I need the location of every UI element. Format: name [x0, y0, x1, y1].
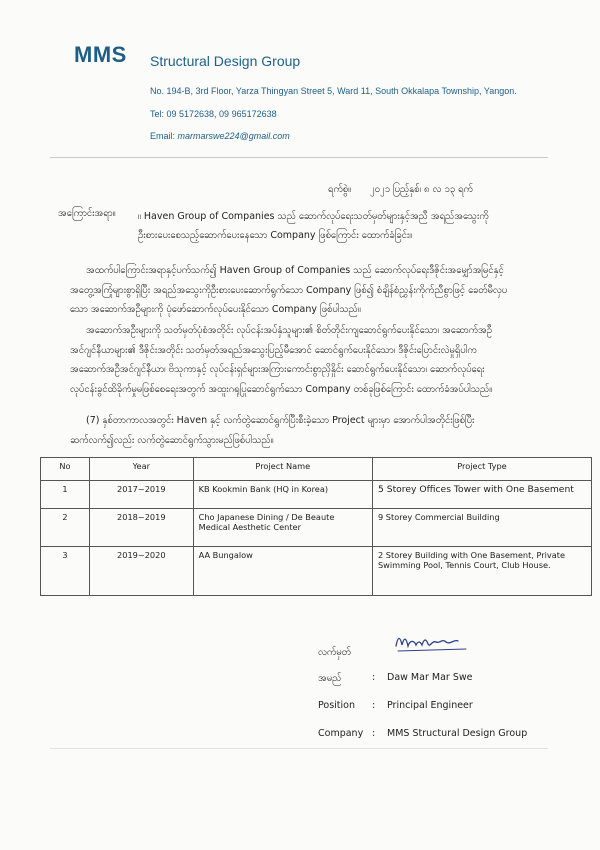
row-project-type: 5 Storey Offices Tower with One Basement — [372, 481, 591, 509]
table-row — [41, 509, 592, 547]
row-year: 2018~2019 — [89, 509, 193, 547]
signer-company: MMS Structural Design Group — [387, 728, 528, 739]
row-project-name: Cho Japanese Dining / De Beaute Medical Aesthetic Center — [193, 509, 372, 547]
row-project-name: AA Bungalow — [193, 547, 372, 596]
projects-table — [40, 457, 592, 596]
company-separator: : — [372, 728, 376, 739]
table-header-row — [41, 458, 592, 481]
header-no: No — [41, 458, 90, 481]
subject-text: ။ Haven Group of Companies သည် ဆောက်လုပ်ရေးသတ်မှတ်များနှင့်အညီ အရည်အသွေးကို ဦးစားပေးစေသည့်ဆောက်ပေးနေသော Company ဖြစ်ကြောင်း ထောက်ခံခြင်း။ — [138, 211, 489, 241]
header-project-name: Project Name — [193, 458, 372, 481]
name-label: အမည် — [318, 673, 342, 684]
signature-label: လက်မှတ် — [318, 647, 351, 658]
row-project-type: 2 Storey Building with One Basement, Private Swimming Pool, Tennis Court, Club House. — [372, 547, 591, 596]
row-project-type: 9 Storey Commercial Building — [372, 509, 591, 547]
body-paragraph: အဆောက်အဦးများကို သတ်မှတ်ပုံစံအတိုင်း လုပ်ငန်းအပ်နှံသူများ၏ စိတ်တိုင်းကျဆောင်ရွက်ပေးနိုင်သော၊ အဆောက်အဦ အင်ဂျင်နီယာများ၏ ဒီဇိုင်းအတိုင်း သတ်မှတ်အရည်အသွေးပြည့်မီအောင် ဆောင်ရွက်ပေးနိုင်သော၊ ဒီဇိုင်းပြောင်းလဲမှုရှိပါက အဆောက်အဦအင်ဂျင်နီယာ၊ ဗိသုကာနှင့် လုပ်ငန်းရှင်များအကြားကောင်းစွာညှိနှိုင်း ဆောင်ရွက်ပေးနိုင်သော၊ ဆောက်လုပ်ရေး လုပ်ငန်းခွင်ထိခိုက်မှုမဖြစ်စေရေးအတွက် အထူးဂရုပြုဆောင်ရွက်သော Company တစ်ခုဖြစ်ကြောင်း ထောက်ခံအပ်ပါသည်။ — [70, 325, 493, 395]
row-project-name: KB Kookmin Bank (HQ in Korea) — [193, 481, 372, 509]
signer-position: Principal Engineer — [387, 700, 473, 711]
table-row — [41, 547, 592, 596]
row-year: 2019~2020 — [89, 547, 193, 596]
company-logo: MMS — [74, 42, 127, 67]
header-divider — [50, 157, 548, 158]
table-row — [41, 481, 592, 509]
company-name: Structural Design Group — [150, 53, 301, 69]
signature-image — [392, 630, 472, 654]
header-year: Year — [89, 458, 193, 481]
date-value: ၂၀၂၁ ပြည့်နှစ်၊ ၈ လ ၁၃ ရက် — [370, 184, 473, 195]
row-no: 1 — [41, 481, 90, 509]
company-label: Company — [318, 728, 364, 739]
body-paragraph: (7) နှစ်တာကာလအတွင်း Haven နှင့် လက်တွဲဆောင်ရွက်ပြီးစီးခဲ့သော Project များမှာ အောက်ပါအတိုင်းဖြစ်ပြီး ဆက်လက်၍လည်း လက်တွဲဆောင်ရွက်သွားမည်ဖြစ်ပါသည်။ — [70, 415, 475, 446]
row-no: 2 — [41, 509, 90, 547]
signer-name: Daw Mar Mar Swe — [387, 672, 473, 683]
name-separator: : — [372, 672, 376, 683]
company-phone: Tel: 09 5172638, 09 965172638 — [150, 109, 277, 119]
row-no: 3 — [41, 547, 90, 596]
position-label: Position — [318, 700, 355, 711]
company-email — [150, 131, 290, 141]
subject-label: အကြောင်းအရာ။ — [58, 208, 116, 219]
email-label: Email: — [150, 131, 176, 141]
email-value: marmarswe224@gmail.com — [177, 131, 290, 141]
body-paragraph: အထက်ပါကြောင်းအရာနှင့်ပက်သက်၍ Haven Group of Companies သည် ဆောက်လုပ်ရေးဒီဇိုင်းအမျှော်အမြင်နှင့် အတွေ့အကြုံများစွာရှိပြီး အရည်အသွေးကိုဦးစားပေးဆောက်ရွက်သော Company ဖြစ်၍ စံချိန်စံညွှန်းကိုက်ညီစွာဖြင့် ခေတ်မီလှပသော အဆောက်အဦများကို ပုံဖော်ဆောက်လုပ်ပေးနိုင်သော Company ဖြစ်ပါသည်။ — [70, 265, 508, 315]
date-label: ရက်စွဲ။ — [328, 184, 351, 195]
header-project-type: Project Type — [372, 458, 591, 481]
position-separator: : — [372, 700, 376, 711]
footer-divider — [50, 748, 548, 749]
company-address: No. 194-B, 3rd Floor, Yarza Thingyan Street 5, Ward 11, South Okkalapa Township, Yangon. — [150, 86, 517, 96]
row-year: 2017~2019 — [89, 481, 193, 509]
